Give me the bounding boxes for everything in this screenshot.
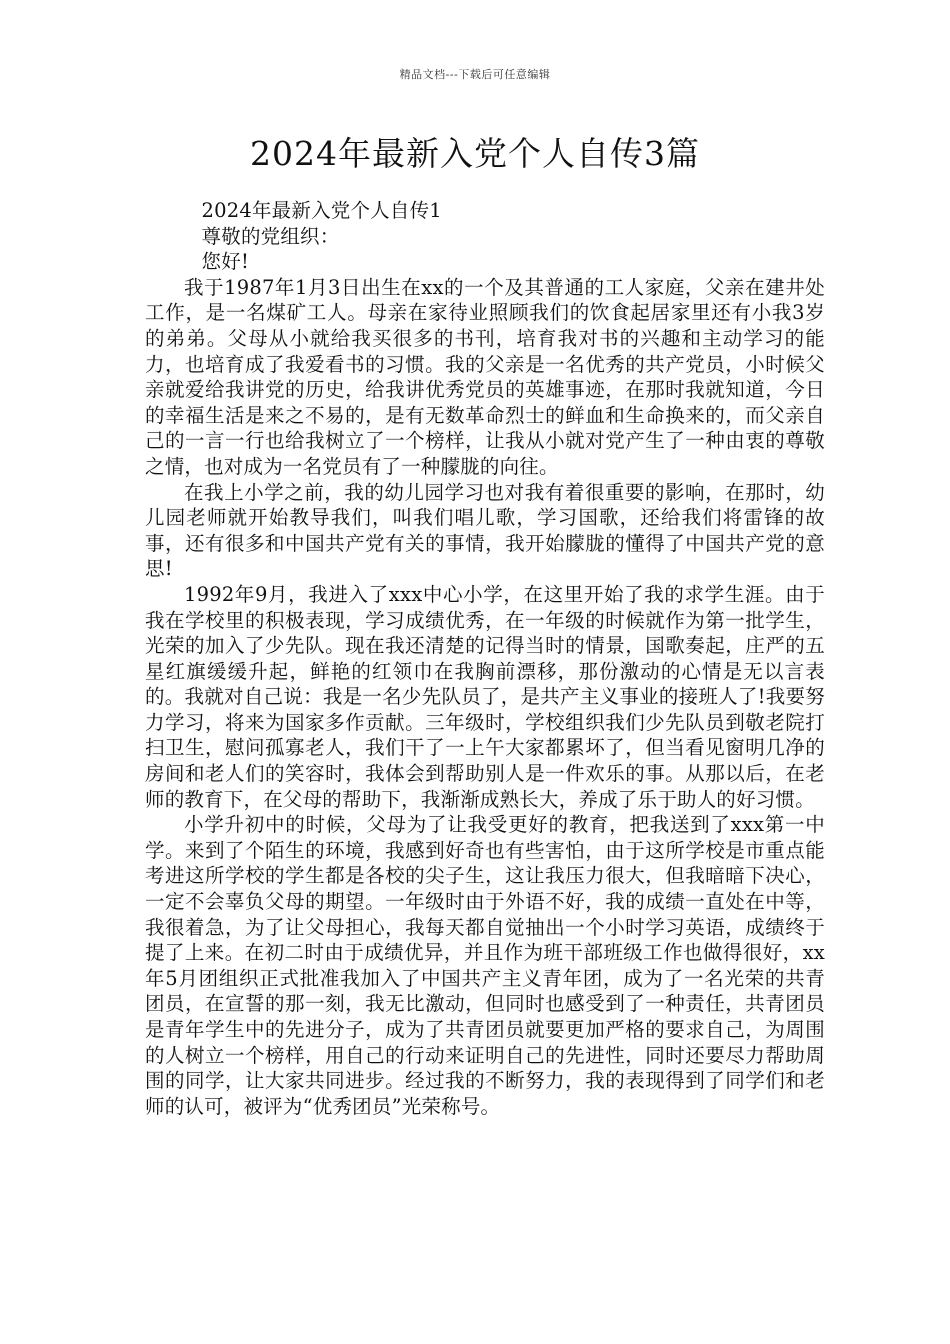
paragraph: 小学升初中的时候，父母为了让我受更好的教育，把我送到了xxx第一中学。来到了个陌生的环境，我感到好奇也有些害怕，由于这所学校是市重点能考进这所学校的学生都是各校的尖子生，这让我压力很大，但我暗暗下决心，一定不会辜负父母的期望。一年级时由于外语不好，我的成绩一直处在中等，我很着急，为了让父母担心，我每天都自觉抽出一个小时学习英语，成绩终于提了上来。在初二时由于成绩优异，并且作为班干部班级工作也做得很好，xx年5月团组织正式批准我加入了中国共产主义青年团，成为了一名光荣的共青团员，在宣誓的那一刻，我无比激动，但同时也感受到了一种责任，共青团员是青年学生中的先进分子，成为了共青团员就要更加严格的要求自己，为周围的人树立一个榜样，用自己的行动来证明自己的先进性，同时还要尽力帮助周围的同学，让大家共同进步。经过我的不断努力，我的表现得到了同学们和老师的认可，被评为“优秀团员”光荣称号。 [145, 813, 825, 1118]
header-note: 精品文档---下载后可任意编辑 [399, 68, 551, 81]
paragraph: 1992年9月，我进入了xxx中心小学，在这里开始了我的求学生涯。由于我在学校里的积极表现，学习成绩优秀，在一年级的时候就作为第一批学生，光荣的加入了少先队。现在我还清楚的记得当时的情景，国歌奏起，庄严的五星红旗缓缓升起，鲜艳的红领巾在我胸前漂移，那份激动的心情是无以言表的。我就对自己说：我是一名少先队员了，是共产主义事业的接班人了!我要努力学习，将来为国家多作贡献。三年级时，学校组织我们少先队员到敬老院打扫卫生，慰问孤寡老人，我们干了一上午大家都累坏了，但当看见窗明几净的房间和老人们的笑容时，我体会到帮助别人是一件欢乐的事。从那以后，在老师的教育下，在父母的帮助下，我渐渐成熟长大，养成了乐于助人的好习惯。 [145, 582, 825, 811]
paragraph: 在我上小学之前，我的幼儿园学习也对我有着很重要的影响，在那时，幼儿园老师就开始教导我们，叫我们唱儿歌，学习国歌，还给我们将雷锋的故事，还有很多和中国共产党有关的事情，我开始朦胧的懂得了中国共产党的意思! [145, 480, 825, 581]
paragraph: 我于1987年1月3日出生在xx的一个及其普通的工人家庭，父亲在建井处工作，是一名煤矿工人。母亲在家待业照顾我们的饮食起居家里还有小我3岁的弟弟。父母从小就给我买很多的书刊，培育我对书的兴趣和主动学习的能力，也培育成了我爱看书的习惯。我的父亲是一名优秀的共产党员，小时候父亲就爱给我讲党的历史，给我讲优秀党员的英雄事迹，在那时我就知道，今日的幸福生活是来之不易的，是有无数革命烈士的鲜血和生命换来的，而父亲自己的一言一行也给我树立了一个榜样，让我从小就对党产生了一种由衷的尊敬之情，也对成为一名党员有了一种朦胧的向往。 [145, 275, 825, 478]
greeting: 您好! [201, 250, 249, 274]
section-subtitle: 2024年最新入党个人自传1 [201, 199, 442, 222]
document-title: 2024年最新入党个人自传3篇 [250, 134, 700, 173]
salutation: 尊敬的党组织： [201, 224, 340, 248]
document-body [145, 198, 825, 1119]
